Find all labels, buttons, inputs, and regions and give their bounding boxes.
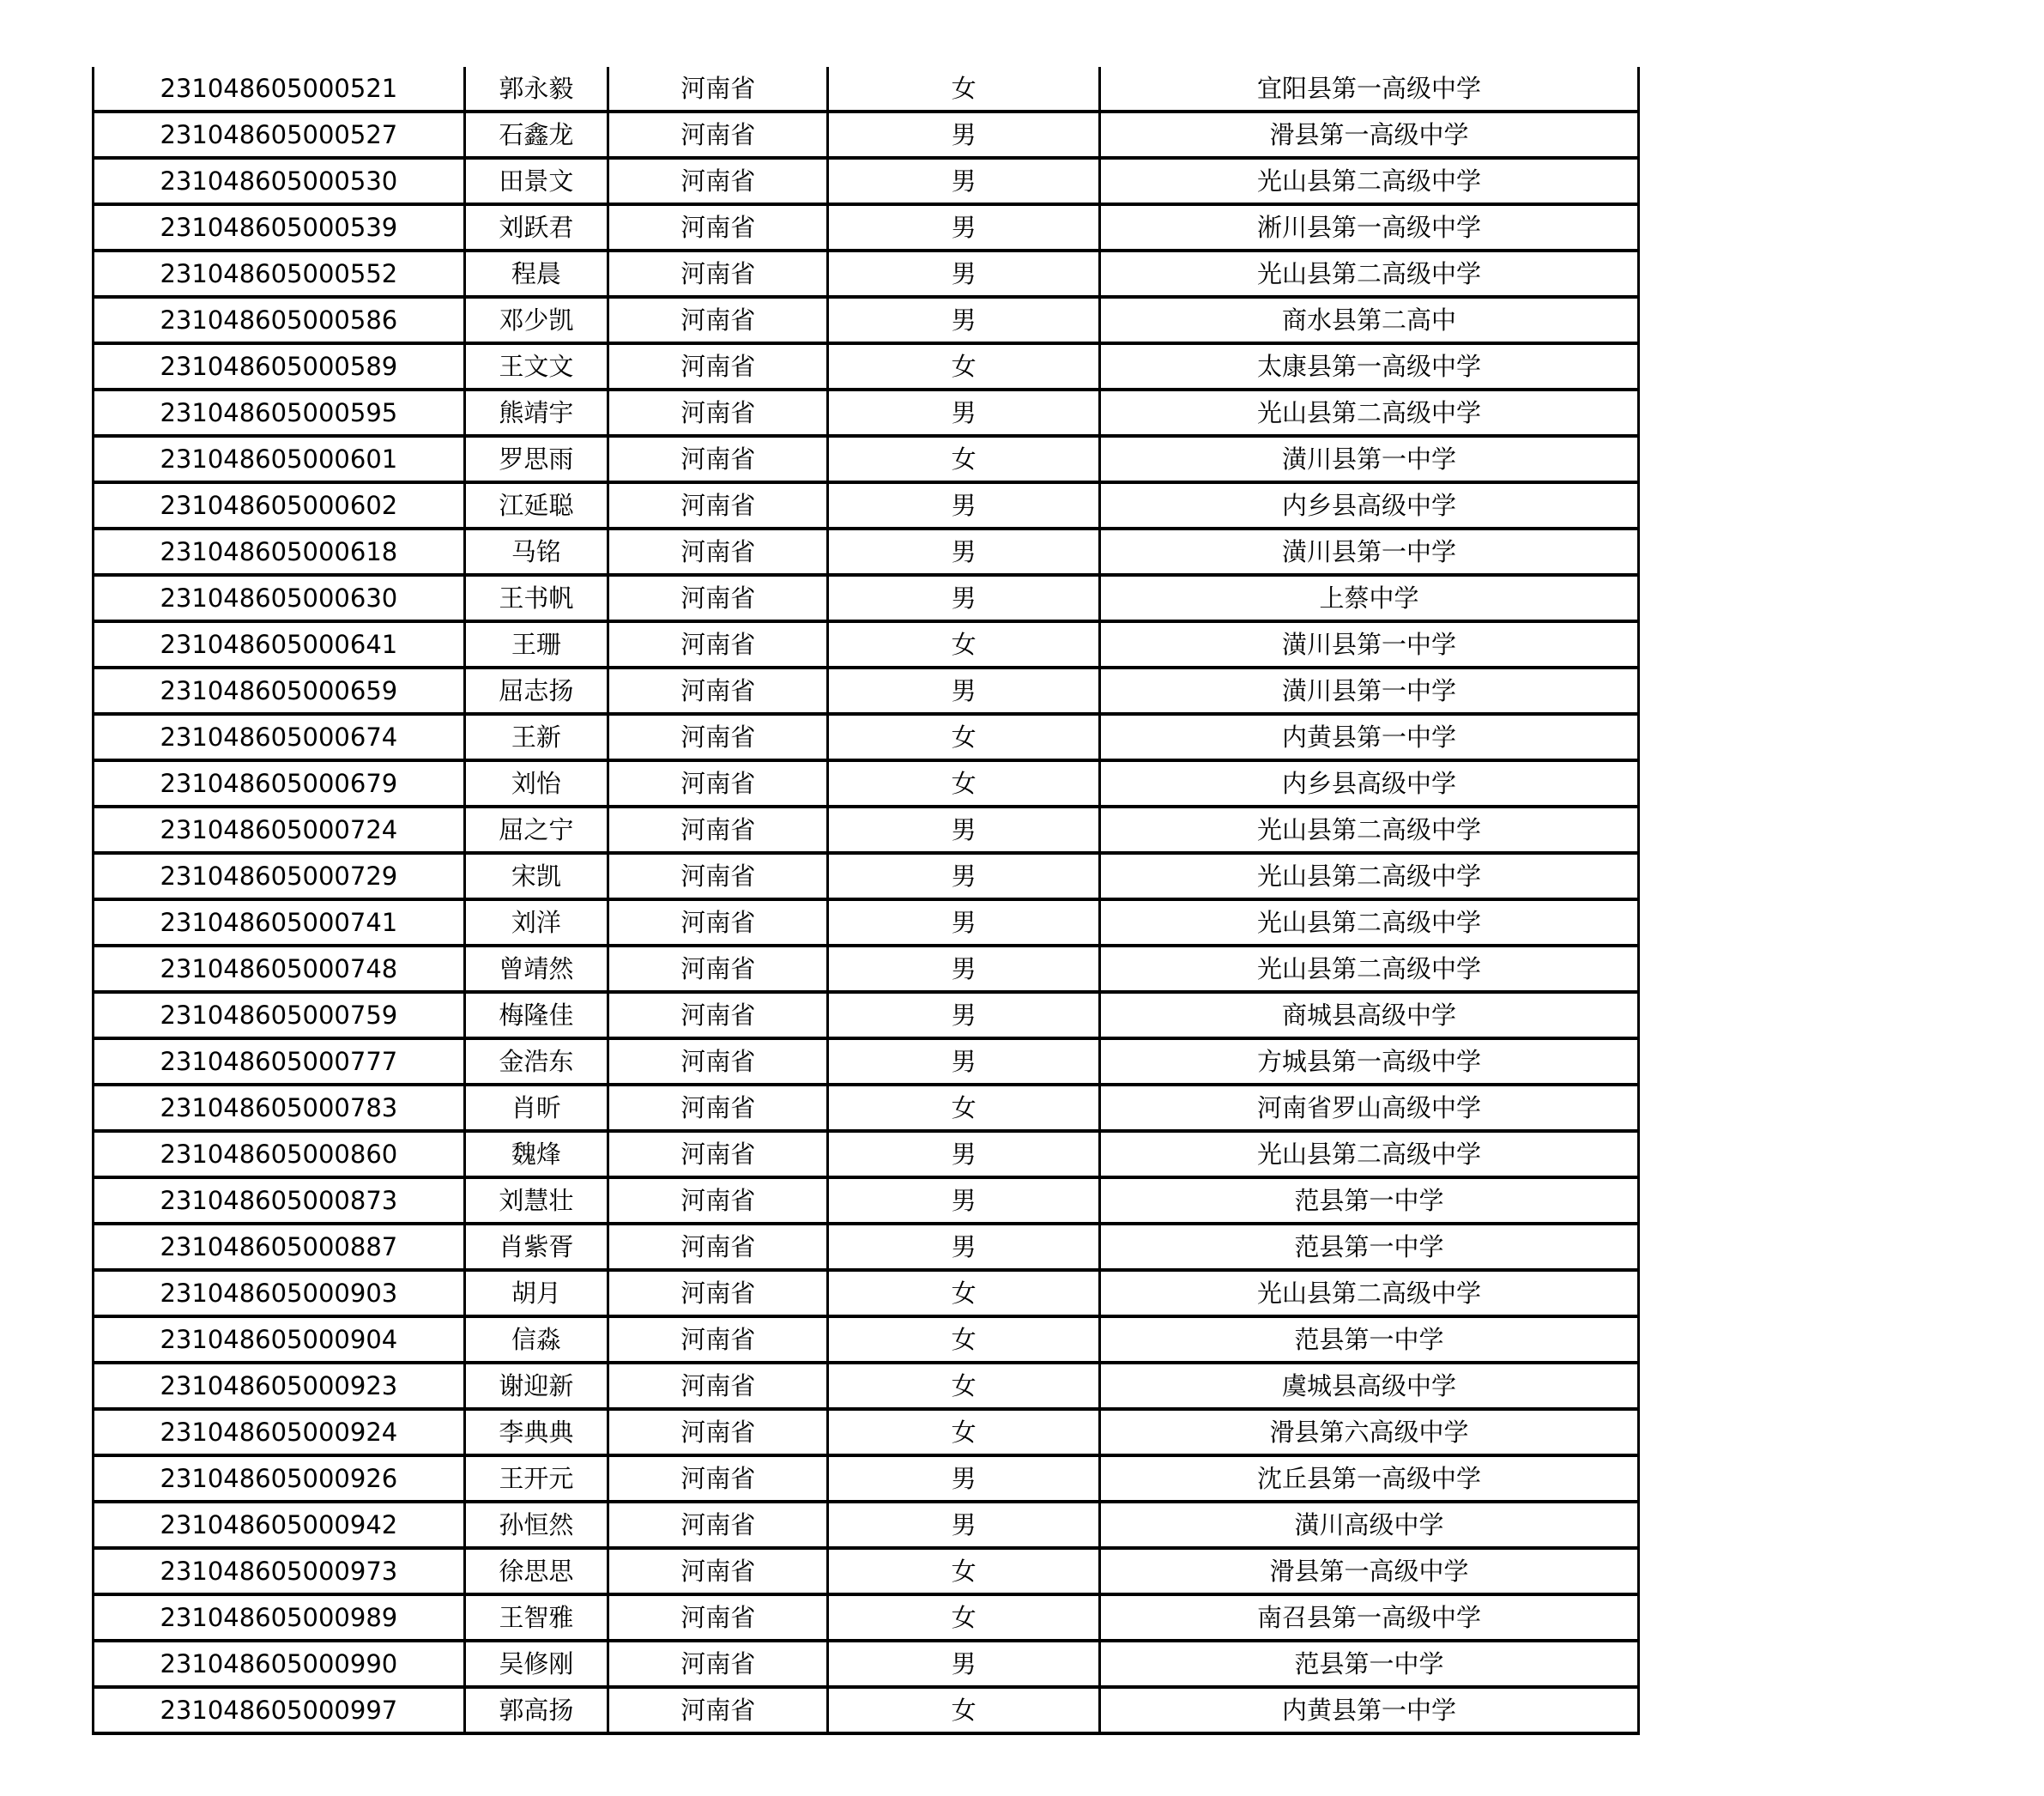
gender-cell: 男 [828,529,1100,575]
student-id-cell: 231048605000904 [94,1316,465,1363]
gender-cell: 女 [828,1316,1100,1363]
gender-cell: 女 [828,436,1100,482]
student-name-cell: 熊靖宇 [464,390,608,436]
province-cell: 河南省 [608,529,827,575]
student-id-cell: 231048605000618 [94,529,465,575]
school-cell: 方城县第一高级中学 [1099,1038,1638,1085]
gender-cell: 男 [828,1131,1100,1177]
student-id-cell: 231048605000659 [94,668,465,714]
student-name-cell: 王智雅 [464,1594,608,1641]
school-cell: 光山县第二高级中学 [1099,390,1638,436]
province-cell: 河南省 [608,1038,827,1085]
province-cell: 河南省 [608,1409,827,1455]
province-cell: 河南省 [608,1085,827,1131]
student-id-cell: 231048605000741 [94,899,465,946]
table-row [94,1224,1639,1270]
school-cell: 光山县第二高级中学 [1099,158,1638,204]
gender-cell: 男 [828,251,1100,297]
table-row [94,1177,1639,1224]
gender-cell: 男 [828,1224,1100,1270]
gender-cell: 男 [828,1641,1100,1687]
student-name-cell: 刘跃君 [464,204,608,251]
student-name-cell: 胡月 [464,1270,608,1316]
gender-cell: 男 [828,1038,1100,1085]
student-name-cell: 肖昕 [464,1085,608,1131]
student-name-cell: 肖紫胥 [464,1224,608,1270]
student-name-cell: 郭永毅 [464,67,608,112]
table-row [94,436,1639,482]
province-cell: 河南省 [608,621,827,668]
school-cell: 潢川县第一中学 [1099,668,1638,714]
table-row [94,251,1639,297]
table-row [94,1131,1639,1177]
student-id-cell: 231048605000997 [94,1687,465,1733]
province-cell: 河南省 [608,1316,827,1363]
province-cell: 河南省 [608,1270,827,1316]
table-row [94,1548,1639,1594]
gender-cell: 男 [828,297,1100,343]
school-cell: 范县第一中学 [1099,1224,1638,1270]
student-name-cell: 王文文 [464,343,608,390]
province-cell: 河南省 [608,899,827,946]
province-cell: 河南省 [608,343,827,390]
student-id-cell: 231048605000674 [94,714,465,760]
student-id-cell: 231048605000724 [94,807,465,853]
student-id-cell: 231048605000630 [94,575,465,621]
student-name-cell: 孙恒然 [464,1502,608,1548]
student-id-cell: 231048605000552 [94,251,465,297]
table-row [94,297,1639,343]
school-cell: 商水县第二高中 [1099,297,1638,343]
table-row [94,1502,1639,1548]
gender-cell: 女 [828,1548,1100,1594]
student-name-cell: 王新 [464,714,608,760]
table-row [94,1316,1639,1363]
gender-cell: 女 [828,760,1100,807]
student-name-cell: 屈志扬 [464,668,608,714]
gender-cell: 女 [828,1270,1100,1316]
province-cell: 河南省 [608,1687,827,1733]
student-name-cell: 信淼 [464,1316,608,1363]
gender-cell: 男 [828,853,1100,899]
student-id-cell: 231048605000924 [94,1409,465,1455]
gender-cell: 男 [828,482,1100,529]
gender-cell: 女 [828,1687,1100,1733]
school-cell: 滑县第六高级中学 [1099,1409,1638,1455]
student-name-cell: 梅隆佳 [464,992,608,1038]
table-row [94,1687,1639,1733]
province-cell: 河南省 [608,946,827,992]
gender-cell: 男 [828,158,1100,204]
school-cell: 沈丘县第一高级中学 [1099,1455,1638,1502]
student-name-cell: 江延聪 [464,482,608,529]
student-id-cell: 231048605000586 [94,297,465,343]
gender-cell: 男 [828,1455,1100,1502]
school-cell: 滑县第一高级中学 [1099,1548,1638,1594]
gender-cell: 男 [828,992,1100,1038]
province-cell: 河南省 [608,1548,827,1594]
student-id-cell: 231048605000521 [94,67,465,112]
student-id-cell: 231048605000777 [94,1038,465,1085]
school-cell: 太康县第一高级中学 [1099,343,1638,390]
province-cell: 河南省 [608,204,827,251]
school-cell: 内黄县第一中学 [1099,714,1638,760]
table-row [94,390,1639,436]
gender-cell: 男 [828,390,1100,436]
student-id-cell: 231048605000748 [94,946,465,992]
gender-cell: 女 [828,1085,1100,1131]
student-id-cell: 231048605000602 [94,482,465,529]
province-cell: 河南省 [608,158,827,204]
student-roster-table [92,67,1640,1735]
gender-cell: 男 [828,112,1100,158]
province-cell: 河南省 [608,1502,827,1548]
gender-cell: 女 [828,1409,1100,1455]
province-cell: 河南省 [608,436,827,482]
table-row [94,67,1639,112]
student-id-cell: 231048605000989 [94,1594,465,1641]
school-cell: 范县第一中学 [1099,1316,1638,1363]
table-row [94,529,1639,575]
gender-cell: 男 [828,946,1100,992]
province-cell: 河南省 [608,714,827,760]
table-row [94,853,1639,899]
province-cell: 河南省 [608,67,827,112]
table-row [94,760,1639,807]
student-id-cell: 231048605000601 [94,436,465,482]
student-name-cell: 石鑫龙 [464,112,608,158]
school-cell: 内乡县高级中学 [1099,760,1638,807]
province-cell: 河南省 [608,853,827,899]
student-id-cell: 231048605000595 [94,390,465,436]
school-cell: 光山县第二高级中学 [1099,1270,1638,1316]
school-cell: 潢川高级中学 [1099,1502,1638,1548]
province-cell: 河南省 [608,297,827,343]
school-cell: 虞城县高级中学 [1099,1363,1638,1409]
province-cell: 河南省 [608,112,827,158]
school-cell: 光山县第二高级中学 [1099,251,1638,297]
school-cell: 潢川县第一中学 [1099,529,1638,575]
student-id-cell: 231048605000973 [94,1548,465,1594]
school-cell: 滑县第一高级中学 [1099,112,1638,158]
gender-cell: 男 [828,204,1100,251]
table-row [94,714,1639,760]
table-row [94,343,1639,390]
gender-cell: 男 [828,807,1100,853]
school-cell: 范县第一中学 [1099,1641,1638,1687]
table-row [94,204,1639,251]
student-name-cell: 徐思思 [464,1548,608,1594]
province-cell: 河南省 [608,1641,827,1687]
table-row [94,1594,1639,1641]
student-name-cell: 马铭 [464,529,608,575]
table-row [94,807,1639,853]
school-cell: 上蔡中学 [1099,575,1638,621]
province-cell: 河南省 [608,1131,827,1177]
table-row [94,992,1639,1038]
student-id-cell: 231048605000679 [94,760,465,807]
table-row [94,668,1639,714]
student-name-cell: 金浩东 [464,1038,608,1085]
province-cell: 河南省 [608,1363,827,1409]
student-id-cell: 231048605000783 [94,1085,465,1131]
table-row [94,899,1639,946]
table-row [94,158,1639,204]
school-cell: 商城县高级中学 [1099,992,1638,1038]
student-name-cell: 邓少凯 [464,297,608,343]
student-name-cell: 王珊 [464,621,608,668]
school-cell: 光山县第二高级中学 [1099,853,1638,899]
student-name-cell: 曾靖然 [464,946,608,992]
student-name-cell: 王开元 [464,1455,608,1502]
table-row [94,575,1639,621]
gender-cell: 男 [828,575,1100,621]
school-cell: 潢川县第一中学 [1099,436,1638,482]
province-cell: 河南省 [608,575,827,621]
table-row [94,621,1639,668]
gender-cell: 男 [828,899,1100,946]
table-row [94,1455,1639,1502]
student-name-cell: 刘慧壮 [464,1177,608,1224]
student-name-cell: 程晨 [464,251,608,297]
gender-cell: 女 [828,714,1100,760]
gender-cell: 女 [828,67,1100,112]
student-name-cell: 谢迎新 [464,1363,608,1409]
table-row [94,1409,1639,1455]
student-id-cell: 231048605000887 [94,1224,465,1270]
table-row [94,946,1639,992]
student-id-cell: 231048605000926 [94,1455,465,1502]
school-cell: 河南省罗山高级中学 [1099,1085,1638,1131]
student-id-cell: 231048605000729 [94,853,465,899]
student-name-cell: 吴修刚 [464,1641,608,1687]
school-cell: 宜阳县第一高级中学 [1099,67,1638,112]
table-row [94,1038,1639,1085]
province-cell: 河南省 [608,251,827,297]
gender-cell: 男 [828,1177,1100,1224]
table-row [94,482,1639,529]
province-cell: 河南省 [608,992,827,1038]
student-name-cell: 田景文 [464,158,608,204]
student-id-cell: 231048605000759 [94,992,465,1038]
table-row [94,1085,1639,1131]
school-cell: 潢川县第一中学 [1099,621,1638,668]
student-name-cell: 屈之宁 [464,807,608,853]
gender-cell: 女 [828,1594,1100,1641]
school-cell: 范县第一中学 [1099,1177,1638,1224]
province-cell: 河南省 [608,390,827,436]
province-cell: 河南省 [608,1594,827,1641]
student-id-cell: 231048605000903 [94,1270,465,1316]
student-name-cell: 郭高扬 [464,1687,608,1733]
student-id-cell: 231048605000539 [94,204,465,251]
school-cell: 光山县第二高级中学 [1099,899,1638,946]
school-cell: 光山县第二高级中学 [1099,946,1638,992]
province-cell: 河南省 [608,668,827,714]
student-id-cell: 231048605000990 [94,1641,465,1687]
table-row [94,112,1639,158]
gender-cell: 男 [828,668,1100,714]
student-name-cell: 王书帆 [464,575,608,621]
gender-cell: 女 [828,1363,1100,1409]
school-cell: 光山县第二高级中学 [1099,1131,1638,1177]
student-name-cell: 魏烽 [464,1131,608,1177]
school-cell: 淅川县第一高级中学 [1099,204,1638,251]
table-row [94,1270,1639,1316]
student-id-cell: 231048605000860 [94,1131,465,1177]
gender-cell: 女 [828,621,1100,668]
province-cell: 河南省 [608,807,827,853]
roster-body [94,67,1639,1733]
student-name-cell: 罗思雨 [464,436,608,482]
province-cell: 河南省 [608,1455,827,1502]
gender-cell: 男 [828,1502,1100,1548]
school-cell: 光山县第二高级中学 [1099,807,1638,853]
province-cell: 河南省 [608,1177,827,1224]
student-name-cell: 刘洋 [464,899,608,946]
student-name-cell: 刘怡 [464,760,608,807]
student-id-cell: 231048605000589 [94,343,465,390]
province-cell: 河南省 [608,1224,827,1270]
student-id-cell: 231048605000641 [94,621,465,668]
province-cell: 河南省 [608,482,827,529]
school-cell: 内乡县高级中学 [1099,482,1638,529]
province-cell: 河南省 [608,760,827,807]
school-cell: 南召县第一高级中学 [1099,1594,1638,1641]
student-id-cell: 231048605000923 [94,1363,465,1409]
student-name-cell: 李典典 [464,1409,608,1455]
student-name-cell: 宋凯 [464,853,608,899]
student-id-cell: 231048605000527 [94,112,465,158]
student-id-cell: 231048605000530 [94,158,465,204]
table-row [94,1641,1639,1687]
student-id-cell: 231048605000873 [94,1177,465,1224]
student-id-cell: 231048605000942 [94,1502,465,1548]
school-cell: 内黄县第一中学 [1099,1687,1638,1733]
table-row [94,1363,1639,1409]
gender-cell: 女 [828,343,1100,390]
